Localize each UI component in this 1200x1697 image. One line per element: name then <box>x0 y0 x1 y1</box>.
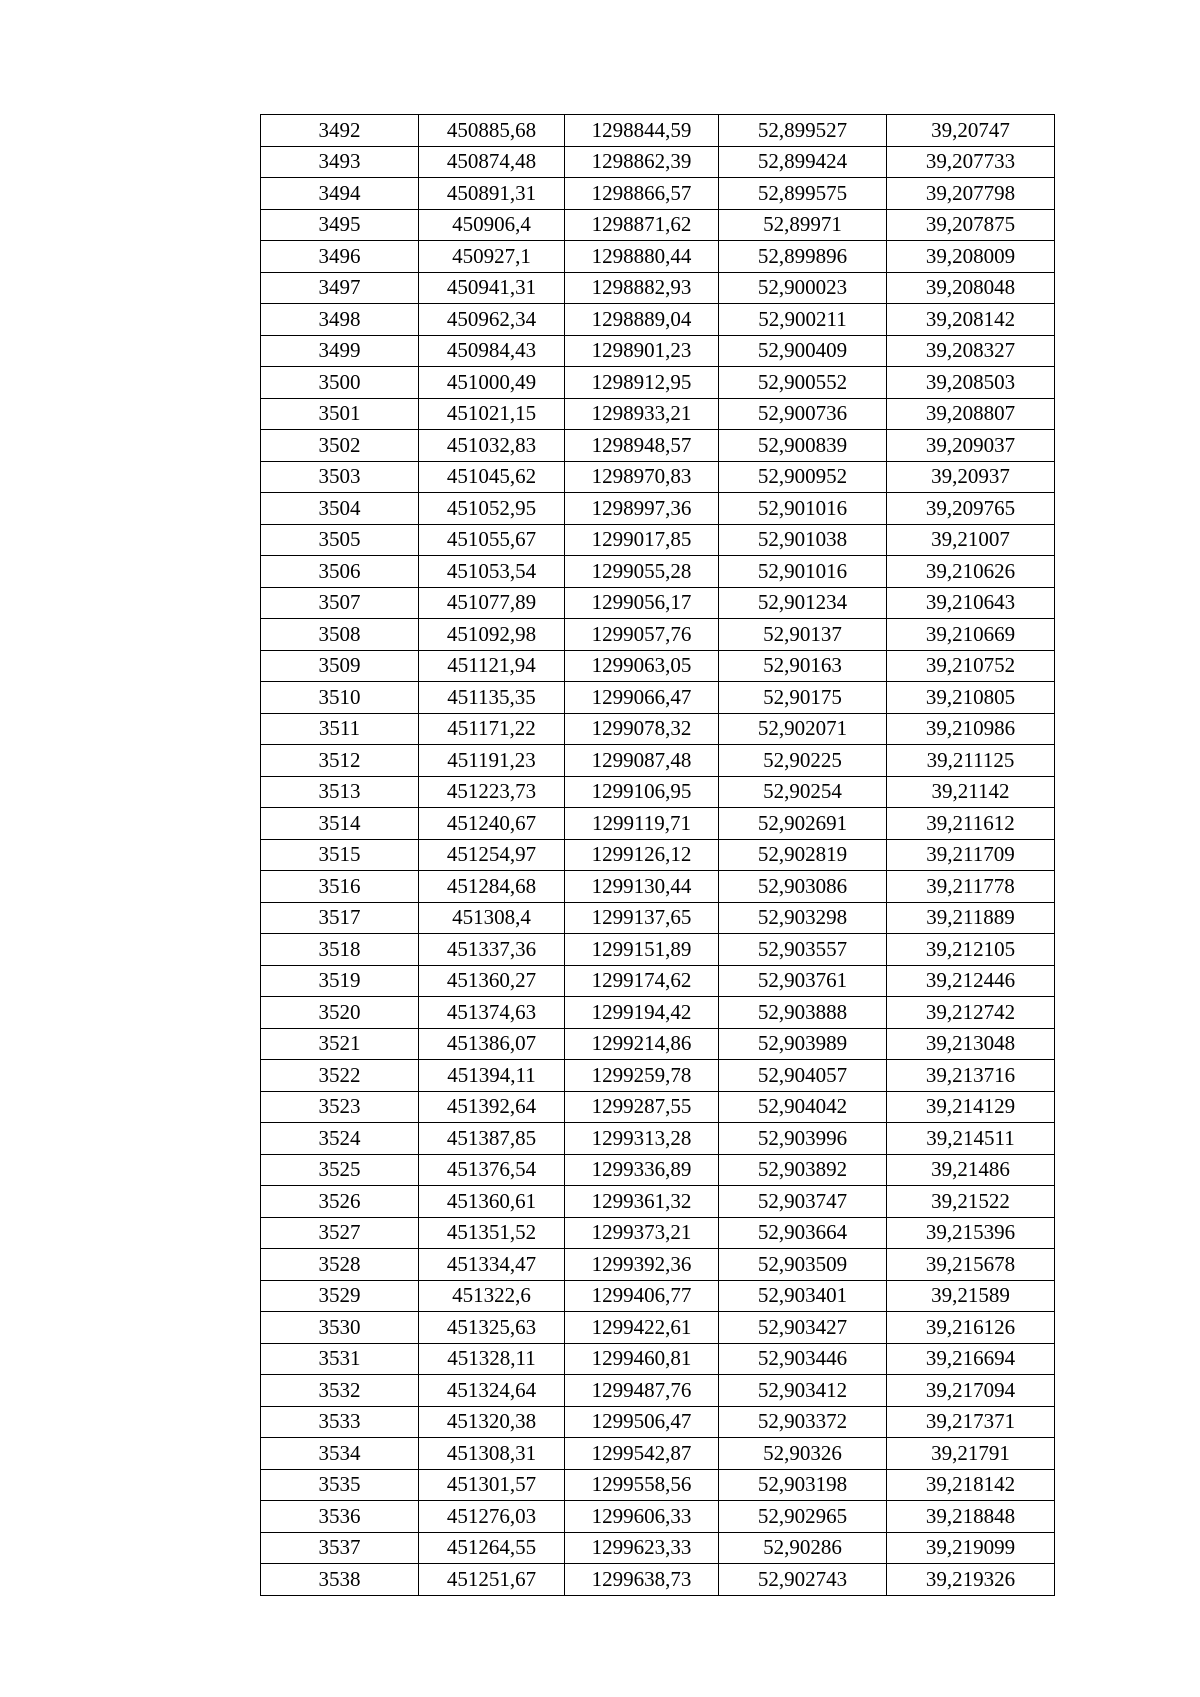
longitude-cell: 39,21486 <box>887 1154 1055 1186</box>
longitude-cell: 39,211612 <box>887 808 1055 840</box>
table-row <box>261 1249 1055 1281</box>
x-coordinate-cell: 451376,54 <box>419 1154 565 1186</box>
table-row <box>261 1438 1055 1470</box>
table-row <box>261 619 1055 651</box>
table-row <box>261 1501 1055 1533</box>
y-coordinate-cell: 1299151,89 <box>565 934 719 966</box>
point-number-cell: 3536 <box>261 1501 419 1533</box>
y-coordinate-cell: 1299130,44 <box>565 871 719 903</box>
table-row <box>261 1028 1055 1060</box>
table-row <box>261 745 1055 777</box>
latitude-cell: 52,901234 <box>719 587 887 619</box>
y-coordinate-cell: 1298862,39 <box>565 146 719 178</box>
latitude-cell: 52,901016 <box>719 493 887 525</box>
point-number-cell: 3520 <box>261 997 419 1029</box>
point-number-cell: 3503 <box>261 461 419 493</box>
x-coordinate-cell: 451360,61 <box>419 1186 565 1218</box>
y-coordinate-cell: 1299313,28 <box>565 1123 719 1155</box>
y-coordinate-cell: 1298901,23 <box>565 335 719 367</box>
x-coordinate-cell: 451301,57 <box>419 1469 565 1501</box>
y-coordinate-cell: 1299078,32 <box>565 713 719 745</box>
y-coordinate-cell: 1299361,32 <box>565 1186 719 1218</box>
table-row <box>261 1564 1055 1596</box>
table-row <box>261 1343 1055 1375</box>
latitude-cell: 52,900736 <box>719 398 887 430</box>
y-coordinate-cell: 1298997,36 <box>565 493 719 525</box>
table-row <box>261 682 1055 714</box>
table-row <box>261 493 1055 525</box>
point-number-cell: 3523 <box>261 1091 419 1123</box>
point-number-cell: 3535 <box>261 1469 419 1501</box>
longitude-cell: 39,218142 <box>887 1469 1055 1501</box>
point-number-cell: 3509 <box>261 650 419 682</box>
table-row <box>261 997 1055 1029</box>
table-row <box>261 650 1055 682</box>
y-coordinate-cell: 1299623,33 <box>565 1532 719 1564</box>
point-number-cell: 3529 <box>261 1280 419 1312</box>
y-coordinate-cell: 1299214,86 <box>565 1028 719 1060</box>
table-row <box>261 902 1055 934</box>
y-coordinate-cell: 1299406,77 <box>565 1280 719 1312</box>
latitude-cell: 52,900409 <box>719 335 887 367</box>
x-coordinate-cell: 451191,23 <box>419 745 565 777</box>
y-coordinate-cell: 1299287,55 <box>565 1091 719 1123</box>
x-coordinate-cell: 450885,68 <box>419 115 565 147</box>
x-coordinate-cell: 451394,11 <box>419 1060 565 1092</box>
y-coordinate-cell: 1299542,87 <box>565 1438 719 1470</box>
point-number-cell: 3500 <box>261 367 419 399</box>
x-coordinate-cell: 451320,38 <box>419 1406 565 1438</box>
longitude-cell: 39,208142 <box>887 304 1055 336</box>
y-coordinate-cell: 1299087,48 <box>565 745 719 777</box>
x-coordinate-cell: 451077,89 <box>419 587 565 619</box>
y-coordinate-cell: 1299336,89 <box>565 1154 719 1186</box>
point-number-cell: 3526 <box>261 1186 419 1218</box>
point-number-cell: 3524 <box>261 1123 419 1155</box>
x-coordinate-cell: 451325,63 <box>419 1312 565 1344</box>
point-number-cell: 3528 <box>261 1249 419 1281</box>
latitude-cell: 52,903892 <box>719 1154 887 1186</box>
x-coordinate-cell: 451324,64 <box>419 1375 565 1407</box>
table-row <box>261 524 1055 556</box>
table-row <box>261 1154 1055 1186</box>
y-coordinate-cell: 1299066,47 <box>565 682 719 714</box>
y-coordinate-cell: 1299638,73 <box>565 1564 719 1596</box>
table-row <box>261 1091 1055 1123</box>
table-row <box>261 115 1055 147</box>
table-row <box>261 871 1055 903</box>
table-row <box>261 965 1055 997</box>
x-coordinate-cell: 450941,31 <box>419 272 565 304</box>
x-coordinate-cell: 451000,49 <box>419 367 565 399</box>
table-row <box>261 776 1055 808</box>
longitude-cell: 39,211778 <box>887 871 1055 903</box>
point-number-cell: 3499 <box>261 335 419 367</box>
longitude-cell: 39,211709 <box>887 839 1055 871</box>
latitude-cell: 52,90175 <box>719 682 887 714</box>
table-row <box>261 398 1055 430</box>
latitude-cell: 52,903747 <box>719 1186 887 1218</box>
longitude-cell: 39,219326 <box>887 1564 1055 1596</box>
longitude-cell: 39,210643 <box>887 587 1055 619</box>
y-coordinate-cell: 1299558,56 <box>565 1469 719 1501</box>
latitude-cell: 52,900839 <box>719 430 887 462</box>
latitude-cell: 52,902819 <box>719 839 887 871</box>
y-coordinate-cell: 1299057,76 <box>565 619 719 651</box>
point-number-cell: 3502 <box>261 430 419 462</box>
x-coordinate-cell: 451045,62 <box>419 461 565 493</box>
latitude-cell: 52,903509 <box>719 1249 887 1281</box>
y-coordinate-cell: 1298948,57 <box>565 430 719 462</box>
y-coordinate-cell: 1298871,62 <box>565 209 719 241</box>
longitude-cell: 39,217094 <box>887 1375 1055 1407</box>
x-coordinate-cell: 450962,34 <box>419 304 565 336</box>
latitude-cell: 52,903427 <box>719 1312 887 1344</box>
point-number-cell: 3538 <box>261 1564 419 1596</box>
latitude-cell: 52,902071 <box>719 713 887 745</box>
y-coordinate-cell: 1299126,12 <box>565 839 719 871</box>
point-number-cell: 3525 <box>261 1154 419 1186</box>
longitude-cell: 39,211889 <box>887 902 1055 934</box>
latitude-cell: 52,900952 <box>719 461 887 493</box>
latitude-cell: 52,901016 <box>719 556 887 588</box>
longitude-cell: 39,210626 <box>887 556 1055 588</box>
table-row <box>261 1186 1055 1218</box>
table-row <box>261 934 1055 966</box>
latitude-cell: 52,90225 <box>719 745 887 777</box>
point-number-cell: 3496 <box>261 241 419 273</box>
latitude-cell: 52,903664 <box>719 1217 887 1249</box>
point-number-cell: 3532 <box>261 1375 419 1407</box>
point-number-cell: 3527 <box>261 1217 419 1249</box>
y-coordinate-cell: 1299506,47 <box>565 1406 719 1438</box>
point-number-cell: 3530 <box>261 1312 419 1344</box>
point-number-cell: 3518 <box>261 934 419 966</box>
x-coordinate-cell: 451392,64 <box>419 1091 565 1123</box>
table-row <box>261 146 1055 178</box>
longitude-cell: 39,213048 <box>887 1028 1055 1060</box>
point-number-cell: 3515 <box>261 839 419 871</box>
table-row <box>261 713 1055 745</box>
point-number-cell: 3507 <box>261 587 419 619</box>
y-coordinate-cell: 1299055,28 <box>565 556 719 588</box>
y-coordinate-cell: 1299194,42 <box>565 997 719 1029</box>
table-row <box>261 1406 1055 1438</box>
x-coordinate-cell: 450874,48 <box>419 146 565 178</box>
longitude-cell: 39,20937 <box>887 461 1055 493</box>
table-row <box>261 1280 1055 1312</box>
longitude-cell: 39,209037 <box>887 430 1055 462</box>
longitude-cell: 39,218848 <box>887 1501 1055 1533</box>
latitude-cell: 52,903198 <box>719 1469 887 1501</box>
x-coordinate-cell: 451351,52 <box>419 1217 565 1249</box>
latitude-cell: 52,900552 <box>719 367 887 399</box>
latitude-cell: 52,903412 <box>719 1375 887 1407</box>
latitude-cell: 52,899527 <box>719 115 887 147</box>
table-row <box>261 1123 1055 1155</box>
x-coordinate-cell: 451264,55 <box>419 1532 565 1564</box>
x-coordinate-cell: 450906,4 <box>419 209 565 241</box>
x-coordinate-cell: 450927,1 <box>419 241 565 273</box>
x-coordinate-cell: 451121,94 <box>419 650 565 682</box>
y-coordinate-cell: 1298882,93 <box>565 272 719 304</box>
longitude-cell: 39,215678 <box>887 1249 1055 1281</box>
point-number-cell: 3501 <box>261 398 419 430</box>
x-coordinate-cell: 451308,31 <box>419 1438 565 1470</box>
x-coordinate-cell: 451360,27 <box>419 965 565 997</box>
point-number-cell: 3519 <box>261 965 419 997</box>
point-number-cell: 3508 <box>261 619 419 651</box>
y-coordinate-cell: 1299174,62 <box>565 965 719 997</box>
latitude-cell: 52,900023 <box>719 272 887 304</box>
table-row <box>261 272 1055 304</box>
point-number-cell: 3517 <box>261 902 419 934</box>
latitude-cell: 52,90326 <box>719 1438 887 1470</box>
table-row <box>261 839 1055 871</box>
latitude-cell: 52,900211 <box>719 304 887 336</box>
y-coordinate-cell: 1299422,61 <box>565 1312 719 1344</box>
x-coordinate-cell: 451374,63 <box>419 997 565 1029</box>
point-number-cell: 3506 <box>261 556 419 588</box>
latitude-cell: 52,903446 <box>719 1343 887 1375</box>
point-number-cell: 3531 <box>261 1343 419 1375</box>
latitude-cell: 52,901038 <box>719 524 887 556</box>
y-coordinate-cell: 1299017,85 <box>565 524 719 556</box>
longitude-cell: 39,208048 <box>887 272 1055 304</box>
x-coordinate-cell: 451386,07 <box>419 1028 565 1060</box>
longitude-cell: 39,211125 <box>887 745 1055 777</box>
longitude-cell: 39,207798 <box>887 178 1055 210</box>
y-coordinate-cell: 1298912,95 <box>565 367 719 399</box>
latitude-cell: 52,903298 <box>719 902 887 934</box>
point-number-cell: 3494 <box>261 178 419 210</box>
latitude-cell: 52,903557 <box>719 934 887 966</box>
latitude-cell: 52,90286 <box>719 1532 887 1564</box>
table-row <box>261 587 1055 619</box>
point-number-cell: 3497 <box>261 272 419 304</box>
longitude-cell: 39,208009 <box>887 241 1055 273</box>
longitude-cell: 39,214129 <box>887 1091 1055 1123</box>
x-coordinate-cell: 451171,22 <box>419 713 565 745</box>
point-number-cell: 3498 <box>261 304 419 336</box>
x-coordinate-cell: 451240,67 <box>419 808 565 840</box>
x-coordinate-cell: 451251,67 <box>419 1564 565 1596</box>
latitude-cell: 52,90137 <box>719 619 887 651</box>
longitude-cell: 39,21589 <box>887 1280 1055 1312</box>
point-number-cell: 3537 <box>261 1532 419 1564</box>
x-coordinate-cell: 451223,73 <box>419 776 565 808</box>
x-coordinate-cell: 451337,36 <box>419 934 565 966</box>
x-coordinate-cell: 451276,03 <box>419 1501 565 1533</box>
latitude-cell: 52,90163 <box>719 650 887 682</box>
table-row <box>261 1375 1055 1407</box>
x-coordinate-cell: 451135,35 <box>419 682 565 714</box>
longitude-cell: 39,21142 <box>887 776 1055 808</box>
latitude-cell: 52,904057 <box>719 1060 887 1092</box>
longitude-cell: 39,210669 <box>887 619 1055 651</box>
y-coordinate-cell: 1299119,71 <box>565 808 719 840</box>
latitude-cell: 52,903996 <box>719 1123 887 1155</box>
point-number-cell: 3495 <box>261 209 419 241</box>
y-coordinate-cell: 1299056,17 <box>565 587 719 619</box>
x-coordinate-cell: 451052,95 <box>419 493 565 525</box>
y-coordinate-cell: 1299063,05 <box>565 650 719 682</box>
table-row <box>261 241 1055 273</box>
y-coordinate-cell: 1299373,21 <box>565 1217 719 1249</box>
latitude-cell: 52,899896 <box>719 241 887 273</box>
longitude-cell: 39,21522 <box>887 1186 1055 1218</box>
x-coordinate-cell: 451055,67 <box>419 524 565 556</box>
y-coordinate-cell: 1299460,81 <box>565 1343 719 1375</box>
point-number-cell: 3512 <box>261 745 419 777</box>
latitude-cell: 52,903086 <box>719 871 887 903</box>
latitude-cell: 52,89971 <box>719 209 887 241</box>
longitude-cell: 39,210752 <box>887 650 1055 682</box>
point-number-cell: 3492 <box>261 115 419 147</box>
point-number-cell: 3511 <box>261 713 419 745</box>
longitude-cell: 39,216126 <box>887 1312 1055 1344</box>
longitude-cell: 39,217371 <box>887 1406 1055 1438</box>
latitude-cell: 52,899575 <box>719 178 887 210</box>
point-number-cell: 3513 <box>261 776 419 808</box>
longitude-cell: 39,210805 <box>887 682 1055 714</box>
longitude-cell: 39,208503 <box>887 367 1055 399</box>
longitude-cell: 39,21791 <box>887 1438 1055 1470</box>
x-coordinate-cell: 451284,68 <box>419 871 565 903</box>
x-coordinate-cell: 451092,98 <box>419 619 565 651</box>
x-coordinate-cell: 451053,54 <box>419 556 565 588</box>
x-coordinate-cell: 450984,43 <box>419 335 565 367</box>
table-row <box>261 1217 1055 1249</box>
x-coordinate-cell: 451334,47 <box>419 1249 565 1281</box>
longitude-cell: 39,207733 <box>887 146 1055 178</box>
point-number-cell: 3504 <box>261 493 419 525</box>
point-number-cell: 3493 <box>261 146 419 178</box>
latitude-cell: 52,902743 <box>719 1564 887 1596</box>
y-coordinate-cell: 1299106,95 <box>565 776 719 808</box>
table-row <box>261 461 1055 493</box>
table-row <box>261 1312 1055 1344</box>
latitude-cell: 52,902965 <box>719 1501 887 1533</box>
x-coordinate-cell: 451032,83 <box>419 430 565 462</box>
point-number-cell: 3533 <box>261 1406 419 1438</box>
table-row <box>261 1532 1055 1564</box>
point-number-cell: 3505 <box>261 524 419 556</box>
table-row <box>261 1469 1055 1501</box>
latitude-cell: 52,903372 <box>719 1406 887 1438</box>
longitude-cell: 39,208807 <box>887 398 1055 430</box>
table-row <box>261 304 1055 336</box>
longitude-cell: 39,207875 <box>887 209 1055 241</box>
table-row <box>261 556 1055 588</box>
longitude-cell: 39,21007 <box>887 524 1055 556</box>
table-row <box>261 430 1055 462</box>
longitude-cell: 39,212742 <box>887 997 1055 1029</box>
y-coordinate-cell: 1299259,78 <box>565 1060 719 1092</box>
y-coordinate-cell: 1299606,33 <box>565 1501 719 1533</box>
x-coordinate-cell: 451387,85 <box>419 1123 565 1155</box>
point-number-cell: 3522 <box>261 1060 419 1092</box>
y-coordinate-cell: 1298889,04 <box>565 304 719 336</box>
longitude-cell: 39,216694 <box>887 1343 1055 1375</box>
longitude-cell: 39,208327 <box>887 335 1055 367</box>
longitude-cell: 39,210986 <box>887 713 1055 745</box>
longitude-cell: 39,214511 <box>887 1123 1055 1155</box>
longitude-cell: 39,219099 <box>887 1532 1055 1564</box>
longitude-cell: 39,215396 <box>887 1217 1055 1249</box>
table-row <box>261 209 1055 241</box>
latitude-cell: 52,90254 <box>719 776 887 808</box>
y-coordinate-cell: 1298970,83 <box>565 461 719 493</box>
point-number-cell: 3521 <box>261 1028 419 1060</box>
x-coordinate-cell: 451021,15 <box>419 398 565 430</box>
y-coordinate-cell: 1299137,65 <box>565 902 719 934</box>
latitude-cell: 52,903761 <box>719 965 887 997</box>
longitude-cell: 39,213716 <box>887 1060 1055 1092</box>
longitude-cell: 39,212446 <box>887 965 1055 997</box>
latitude-cell: 52,903989 <box>719 1028 887 1060</box>
latitude-cell: 52,903888 <box>719 997 887 1029</box>
point-number-cell: 3510 <box>261 682 419 714</box>
table-row <box>261 367 1055 399</box>
x-coordinate-cell: 451254,97 <box>419 839 565 871</box>
y-coordinate-cell: 1298933,21 <box>565 398 719 430</box>
y-coordinate-cell: 1299487,76 <box>565 1375 719 1407</box>
table-row <box>261 335 1055 367</box>
x-coordinate-cell: 450891,31 <box>419 178 565 210</box>
x-coordinate-cell: 451308,4 <box>419 902 565 934</box>
longitude-cell: 39,212105 <box>887 934 1055 966</box>
latitude-cell: 52,904042 <box>719 1091 887 1123</box>
longitude-cell: 39,209765 <box>887 493 1055 525</box>
point-number-cell: 3516 <box>261 871 419 903</box>
point-number-cell: 3534 <box>261 1438 419 1470</box>
y-coordinate-cell: 1298866,57 <box>565 178 719 210</box>
point-number-cell: 3514 <box>261 808 419 840</box>
latitude-cell: 52,903401 <box>719 1280 887 1312</box>
x-coordinate-cell: 451322,6 <box>419 1280 565 1312</box>
table-row <box>261 808 1055 840</box>
table-row <box>261 1060 1055 1092</box>
coordinates-table-body <box>261 115 1055 1596</box>
y-coordinate-cell: 1299392,36 <box>565 1249 719 1281</box>
y-coordinate-cell: 1298844,59 <box>565 115 719 147</box>
table-row <box>261 178 1055 210</box>
longitude-cell: 39,20747 <box>887 115 1055 147</box>
latitude-cell: 52,899424 <box>719 146 887 178</box>
y-coordinate-cell: 1298880,44 <box>565 241 719 273</box>
latitude-cell: 52,902691 <box>719 808 887 840</box>
coordinates-table <box>260 114 1055 1596</box>
x-coordinate-cell: 451328,11 <box>419 1343 565 1375</box>
